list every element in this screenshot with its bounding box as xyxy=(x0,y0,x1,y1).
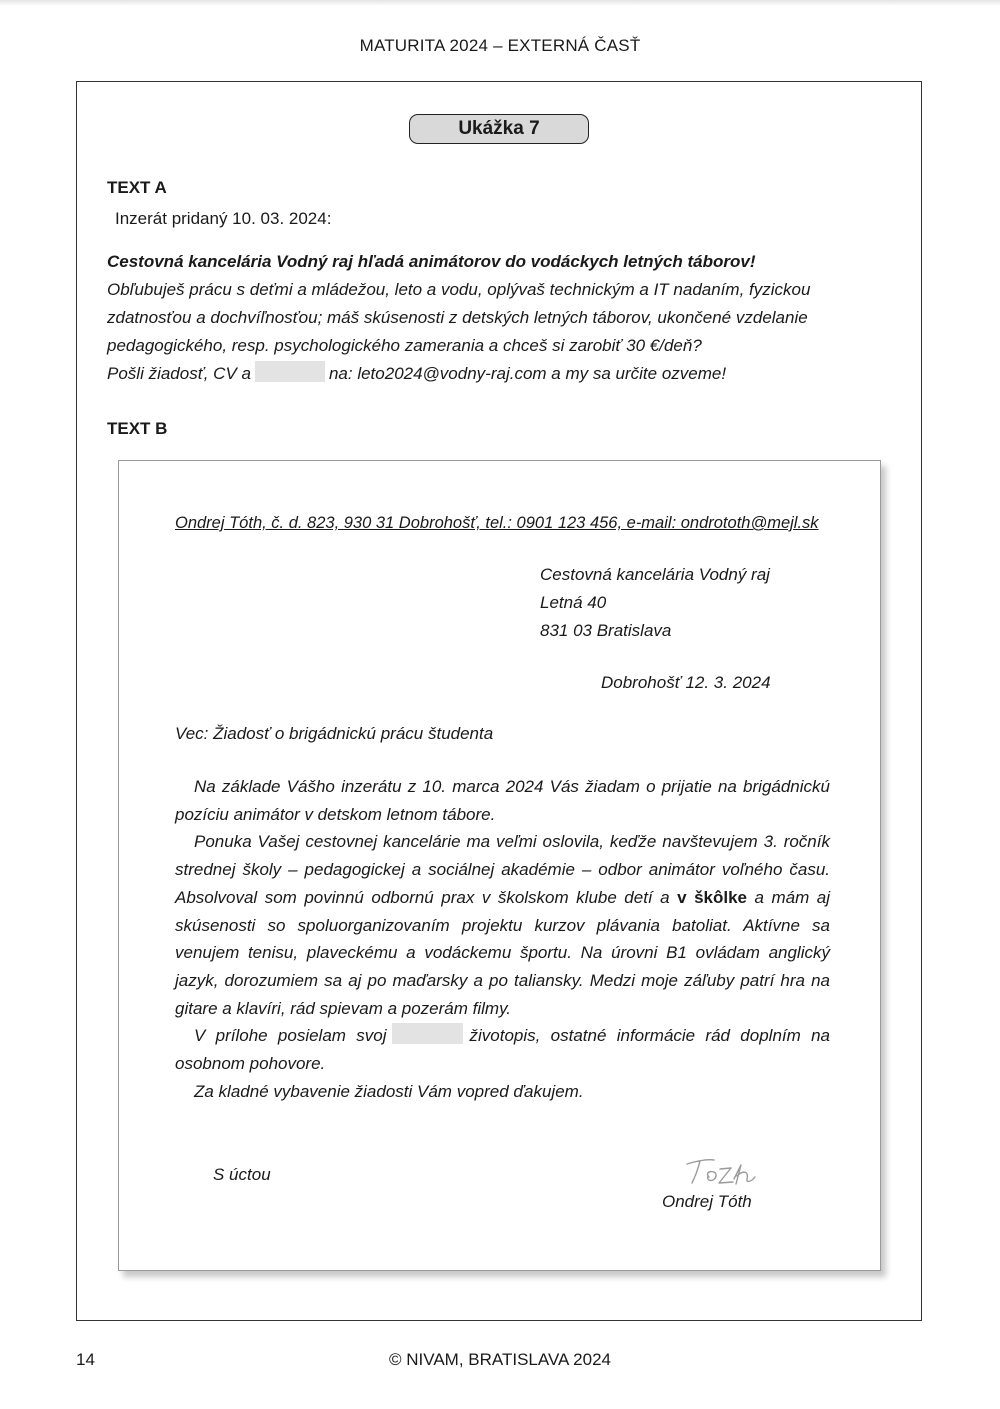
text-a-label: TEXT A xyxy=(107,178,167,197)
recipient-address xyxy=(540,561,770,645)
recipient-line: Cestovná kancelária Vodný raj xyxy=(540,565,770,584)
page-header: MATURITA 2024 – EXTERNÁ ČASŤ xyxy=(359,36,641,55)
recipient-line: Letná 40 xyxy=(540,593,607,612)
p3-text-before: V prílohe posielam svoj xyxy=(194,1026,387,1046)
p2-text-before: Ponuka Vašej cestovnej kancelárie ma veľmi oslovila, keďže navštevujem 3. ročník strednej školy – pedagogickej a sociálnej akadémie – odbor animátor voľného času. Absolvoval som povinnú odbornú prax v školskom klube detí a xyxy=(175,832,830,907)
letter-subject: Vec: Žiadosť o brigádnickú prácu študenta xyxy=(175,724,494,743)
p2-bold-phrase: v škôlke xyxy=(677,887,748,907)
ad-cta-after: na: leto2024@vodny-raj.com a my sa určite ozveme! xyxy=(328,364,727,383)
top-edge-shade xyxy=(0,0,1000,6)
page-footer: © NIVAM, BRATISLAVA 2024 xyxy=(389,1350,611,1369)
page-number: 14 xyxy=(76,1350,95,1369)
letter-paragraph-2 xyxy=(175,828,830,1022)
letter-body xyxy=(175,773,830,1105)
letter-paragraph-4: Za kladné vybavenie žiadosti Vám vopred ďakujem. xyxy=(194,1081,584,1101)
p2-text-after: a mám aj skúsenosti so spoluorganizovaním projektu kurzov plávania batoliat. Aktívne sa venujem tenisu, plaveckému a vodáckemu športu. Na úrovni B1 ovládam anglický jazyk, dorozumiem sa aj po maďarsky a po taliansky. Medzi moje záľuby patrí hra na gitare a klavíri, rád spievam a pozerám filmy. xyxy=(175,887,830,1018)
sender-line: Ondrej Tóth, č. d. 823, 930 31 Dobrohošť, tel.: 0901 123 456, e-mail: ondrototh@mejl.sk xyxy=(175,514,819,532)
advertisement xyxy=(107,248,897,388)
text-b-label: TEXT B xyxy=(107,419,168,438)
letter-blank-field xyxy=(392,1023,463,1044)
exercise-frame xyxy=(76,81,922,1321)
ad-cta-before: Pošli žiadosť, CV a xyxy=(107,364,251,383)
sample-badge: Ukážka 7 xyxy=(409,114,589,144)
ad-date-line: Inzerát pridaný 10. 03. 2024: xyxy=(115,209,332,228)
recipient-line: 831 03 Bratislava xyxy=(540,621,672,640)
p3-text-after: životopis, ostatné informácie rád doplním na osobnom pohovore. xyxy=(175,1026,830,1074)
application-letter xyxy=(118,460,881,1271)
signer-name: Ondrej Tóth xyxy=(662,1192,752,1211)
letter-paragraph-3 xyxy=(175,1022,830,1077)
greeting: S úctou xyxy=(213,1165,271,1184)
ad-blank-field xyxy=(255,361,325,382)
ad-body-text: Obľubuješ prácu s deťmi a mládežou, leto a vodu, oplývaš technickým a IT nadaním, fyzickou zdatnosťou a dochvíľnosťou; máš skúsenosti z detských letných táborov, ukončené vzdelanie pedagogického, resp. psychologického zamerania a chceš si zarobiť 30 €/deň? xyxy=(107,280,811,355)
ad-headline: Cestovná kancelária Vodný raj hľadá animátorov do vodáckych letných táborov! xyxy=(107,252,756,271)
letter-paragraph-1: Na základe Vášho inzerátu z 10. marca 2024 Vás žiadam o prijatie na brigádnickú pozíciu animátor v detskom letnom tábore. xyxy=(175,777,830,824)
ad-call-to-action xyxy=(107,360,897,388)
place-date: Dobrohošť 12. 3. 2024 xyxy=(601,673,771,692)
handwritten-signature-icon xyxy=(683,1155,763,1189)
